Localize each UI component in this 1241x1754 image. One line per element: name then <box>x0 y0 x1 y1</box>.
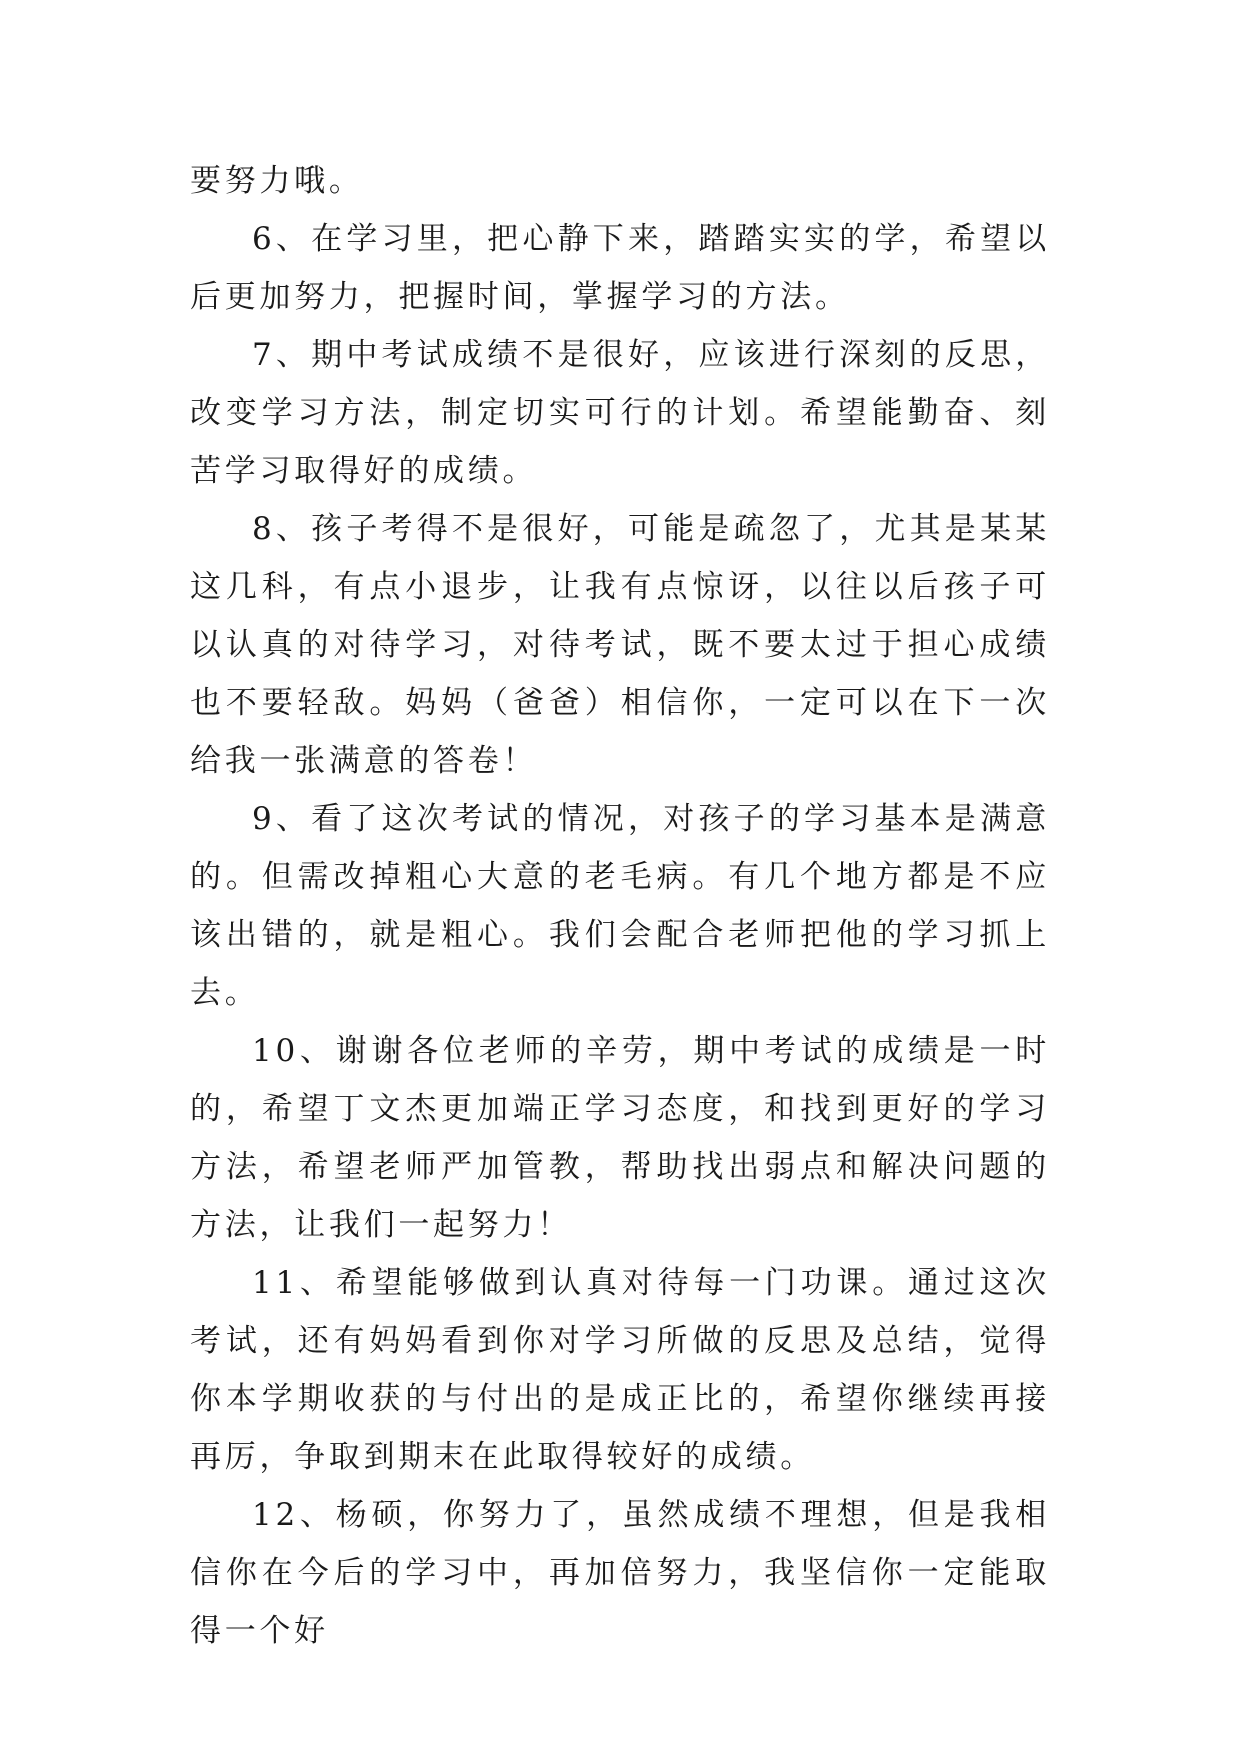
paragraph-7: 7、期中考试成绩不是很好，应该进行深刻的反思，改变学习方法，制定切实可行的计划。希望能勤奋、刻苦学习取得好的成绩。 <box>190 337 1050 489</box>
paragraph-9: 9、看了这次考试的情况，对孩子的学习基本是满意的。但需改掉粗心大意的老毛病。有几个地方都是不应该出错的，就是粗心。我们会配合老师把他的学习抓上去。 <box>190 801 1050 1011</box>
paragraph-10: 10、谢谢各位老师的辛劳，期中考试的成绩是一时的，希望丁文杰更加端正学习态度，和找到更好的学习方法，希望老师严加管教，帮助找出弱点和解决问题的方法，让我们一起努力！ <box>190 1033 1050 1243</box>
paragraph-12: 12、杨硕，你努力了，虽然成绩不理想，但是我相信你在今后的学习中，再加倍努力，我坚信你一定能取得一个好 <box>190 1497 1050 1649</box>
paragraph-6: 6、在学习里，把心静下来，踏踏实实的学，希望以后更加努力，把握时间，掌握学习的方法。 <box>190 221 1050 315</box>
paragraph-11: 11、希望能够做到认真对待每一门功课。通过这次考试，还有妈妈看到你对学习所做的反思及总结，觉得你本学期收获的与付出的是成正比的，希望你继续再接再厉，争取到期末在此取得较好的成绩。 <box>190 1265 1050 1475</box>
document-body <box>190 152 1050 1660</box>
paragraph-8: 8、孩子考得不是很好，可能是疏忽了，尤其是某某这几科，有点小退步，让我有点惊讶，以往以后孩子可以认真的对待学习，对待考试，既不要太过于担心成绩也不要轻敌。妈妈（爸爸）相信你，一定可以在下一次给我一张满意的答卷！ <box>190 511 1050 779</box>
paragraph-continuation: 要努力哦。 <box>190 163 364 199</box>
